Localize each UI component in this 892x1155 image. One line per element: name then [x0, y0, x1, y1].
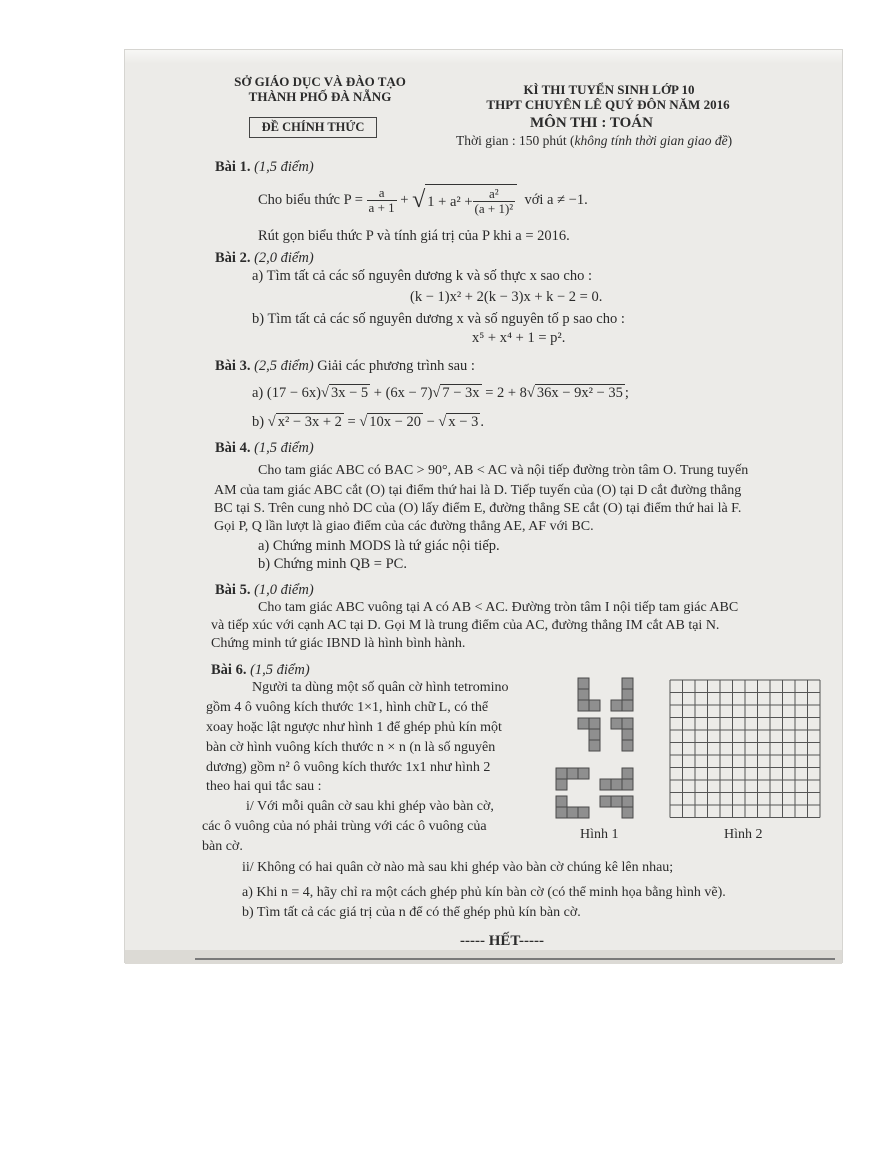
time-allowed: Thời gian : 150 phút (không tính thời gian giao đề): [456, 133, 733, 148]
bai6-line-6: theo hai qui tắc sau :: [206, 779, 322, 794]
tetromino-piece: [578, 678, 600, 711]
bai5-heading: Bài 5. (1,0 điểm): [215, 582, 314, 598]
bai1-task: Rút gọn biểu thức P và tính giá trị của P khi a = 2016.: [258, 228, 570, 244]
tetromino-piece: [556, 796, 589, 818]
dept-line-1: SỞ GIÁO DỤC VÀ ĐÀO TẠO: [234, 74, 406, 89]
subject-title: MÔN THI : TOÁN: [530, 115, 653, 131]
bai1-heading: Bài 1. (1,5 điểm): [215, 159, 314, 175]
bai6-heading: Bài 6. (1,5 điểm): [211, 662, 310, 678]
bai1-radical: 1 + a² + $\frac{\text{a²}}{\text{(a + 1)²}}$: [425, 184, 517, 216]
figure-2-caption: Hình 2: [724, 827, 763, 842]
sheet-bottom-edge: [125, 950, 842, 964]
official-stamp-box: ĐỀ CHÍNH THỨC: [249, 117, 377, 138]
bai6-rule-2: ii/ Không có hai quân cờ nào mà sau khi ghép vào bàn cờ chúng kê lên nhau;: [242, 860, 674, 875]
bai2-part-b: b) Tìm tất cả các số nguyên dương x và số nguyên tố p sao cho :: [252, 311, 625, 327]
bai4-line-2: AM của tam giác ABC cắt (O) tại điểm thứ hai là D. Tiếp tuyến của (O) tại D cắt đường thẳng: [214, 483, 742, 498]
bai6-line-1: Người ta dùng một số quân cờ hình tetromino: [252, 680, 509, 695]
bai6-part-a: a) Khi n = 4, hãy chỉ ra một cách ghép phủ kín bàn cờ (có thể minh họa bằng hình vẽ).: [242, 885, 726, 900]
figure-2-board-grid: [669, 679, 821, 821]
bai6-line-5: dương) gồm n² ô vuông kích thước 1x1 như hình 2: [206, 760, 491, 775]
bottom-rule: [195, 958, 835, 960]
bai4-heading: Bài 4. (1,5 điểm): [215, 440, 314, 456]
bai1-fraction-1: $\frac{a}{a + 1}$: [368, 184, 395, 215]
bai5-line-3: Chứng minh tứ giác IBND là hình bình hành.: [211, 636, 466, 651]
bai4-line-1: Cho tam giác ABC có BAC > 90°, AB < AC và nội tiếp đường tròn tâm O. Trung tuyến: [258, 463, 749, 478]
bai6-line-3: xoay hoặc lật ngược như hình 1 để ghép phủ kín một: [206, 720, 502, 735]
bai2-equation-a: (k − 1)x² + 2(k − 3)x + k − 2 = 0.: [410, 289, 603, 305]
tetromino-piece: [611, 678, 633, 711]
figure-1-caption: Hình 1: [580, 827, 619, 842]
tetromino-piece: [611, 718, 633, 751]
bai4-line-4: Gọi P, Q lần lượt là giao điểm của các đường thẳng AE, AF với BC.: [214, 519, 594, 534]
bai4-part-b: b) Chứng minh QB = PC.: [258, 556, 407, 572]
bai6-part-b: b) Tìm tất cả các giá trị của n để có thể ghép phủ kín bàn cờ.: [242, 905, 581, 920]
bai5-line-2: và tiếp xúc với cạnh AC tại D. Gọi M là trung điểm của AC, đường thẳng IM cắt AB tại N.: [211, 618, 720, 633]
bai1-expression: Cho biểu thức P = $\frac{a}{a + 1}$ + √ 1 + a² + $\frac{\text{a²}}{\text{(a + 1)²}}$ với a ≠ −1.: [258, 184, 588, 216]
bai6-rule-1c: bàn cờ.: [202, 839, 243, 854]
bai2-equation-b: x⁵ + x⁴ + 1 = p².: [472, 330, 566, 346]
tetromino-piece: [578, 718, 600, 751]
exam-line-2: THPT CHUYÊN LÊ QUÝ ĐÔN NĂM 2016: [486, 97, 730, 112]
tetromino-piece: [600, 768, 633, 790]
bai3-equation-a: a) (17 − 6x)√ 3x − 5 + (6x − 7)√ 7 − 3x = 2 + 8√ 36x − 9x² − 35 ;: [252, 385, 629, 401]
bai6-rule-1a: i/ Với mỗi quân cờ sau khi ghép vào bàn cờ,: [246, 799, 494, 814]
bai2-part-a: a) Tìm tất cả các số nguyên dương k và số thực x sao cho :: [252, 268, 593, 284]
bai6-rule-1b: các ô vuông của nó phải trùng với các ô vuông của: [202, 819, 487, 834]
bai6-line-4: bàn cờ hình vuông kích thước n × n (n là số nguyên: [206, 740, 496, 755]
bai5-line-1: Cho tam giác ABC vuông tại A có AB < AC. Đường tròn tâm I nội tiếp tam giác ABC: [258, 600, 739, 615]
figure-1-tetrominoes: [552, 676, 644, 826]
tetromino-piece: [556, 768, 589, 790]
bai3-heading: Bài 3. (2,5 điểm) Giải các phương trình sau :: [215, 358, 475, 374]
bai4-line-3: BC tại S. Trên cung nhỏ DC của (O) lấy điểm E, đường thẳng SE cắt (O) tại điểm thứ hai là F.: [214, 501, 742, 516]
bai2-heading: Bài 2. (2,0 điểm): [215, 250, 314, 266]
exam-line-1: KÌ THI TUYỂN SINH LỚP 10: [523, 82, 695, 97]
dept-line-2: THÀNH PHỐ ĐÀ NẴNG: [248, 89, 392, 104]
bai6-line-2: gồm 4 ô vuông kích thước 1×1, hình chữ L, có thể: [206, 700, 489, 715]
tetromino-piece: [600, 796, 633, 818]
end-marker: ----- HẾT-----: [460, 933, 545, 949]
bai4-part-a: a) Chứng minh MODS là tứ giác nội tiếp.: [258, 538, 500, 554]
bai3-equation-b: b) √ x² − 3x + 2 = √ 10x − 20 − √ x − 3 .: [252, 414, 484, 430]
